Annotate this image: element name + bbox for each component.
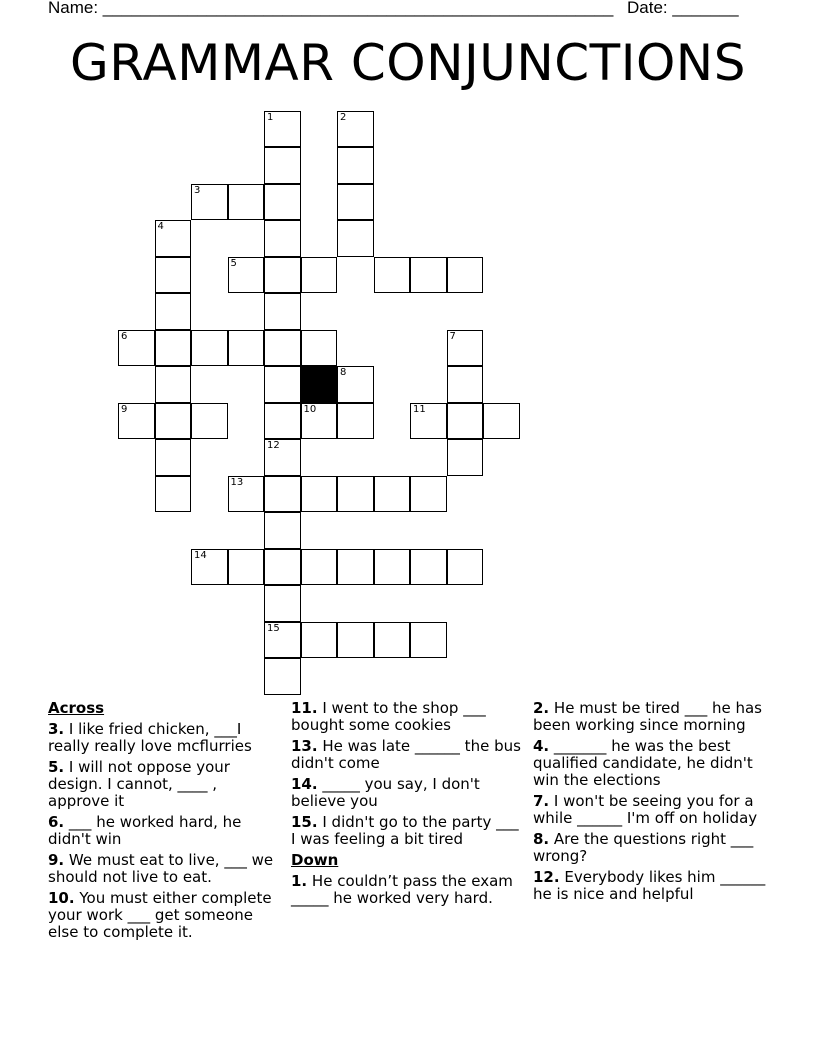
crossword-cell[interactable]	[264, 220, 301, 257]
crossword-cell[interactable]	[447, 330, 484, 367]
crossword-cell[interactable]	[374, 622, 411, 659]
crossword-cell[interactable]	[155, 439, 192, 476]
crossword-cell[interactable]	[228, 476, 265, 513]
clue-text: I won't be seeing you for a while ______ I'm off on holiday	[533, 792, 758, 827]
crossword-cell[interactable]	[301, 622, 338, 659]
clue-text: He was late ______ the bus didn't come	[291, 737, 521, 772]
clue-text: You must either complete your work ___ get someone else to complete it.	[48, 889, 272, 941]
crossword-cell[interactable]	[374, 476, 411, 513]
crossword-cell[interactable]	[264, 658, 301, 695]
crossword-cell[interactable]	[301, 476, 338, 513]
clue-across-5	[48, 759, 280, 810]
clue-down-7	[533, 793, 771, 827]
cell-number: 13	[230, 476, 244, 488]
crossword-cell[interactable]	[264, 439, 301, 476]
clue-text: Everybody likes him ______ he is nice and helpful	[533, 868, 766, 903]
crossword-cell[interactable]	[410, 549, 447, 586]
crossword-cell[interactable]	[301, 549, 338, 586]
crossword-cell[interactable]	[447, 366, 484, 403]
cell-number: 7	[449, 330, 456, 342]
crossword-cell[interactable]	[264, 476, 301, 513]
cell-number: 14	[194, 549, 207, 561]
crossword-cell[interactable]	[155, 403, 192, 440]
crossword-cell[interactable]	[155, 257, 192, 294]
clue-number: 14.	[291, 775, 318, 793]
clue-across-14	[291, 776, 523, 810]
clue-text: I went to the shop ___ bought some cookies	[291, 699, 486, 734]
cell-number: 9	[121, 403, 128, 415]
crossword-cell[interactable]	[410, 476, 447, 513]
crossword-cell[interactable]	[264, 111, 301, 148]
cell-number: 5	[230, 257, 237, 269]
crossword-cell[interactable]	[447, 439, 484, 476]
clue-number: 9.	[48, 851, 65, 869]
clue-down-8	[533, 831, 771, 865]
crossword-cell[interactable]	[191, 330, 228, 367]
clue-down-1	[291, 873, 523, 907]
clue-text: He couldn’t pass the exam _____ he worked very hard.	[291, 872, 513, 907]
crossword-cell[interactable]	[301, 403, 338, 440]
crossword-cell[interactable]	[228, 257, 265, 294]
clue-across-9	[48, 852, 280, 886]
clue-number: 4.	[533, 737, 550, 755]
crossword-cell[interactable]	[374, 257, 411, 294]
cell-number: 4	[157, 221, 164, 232]
crossword-cell[interactable]	[264, 585, 301, 622]
crossword-cell[interactable]	[155, 366, 192, 403]
clue-text: ___ he worked hard, he didn't win	[48, 813, 242, 848]
crossword-cell[interactable]	[264, 366, 301, 403]
crossword-cell[interactable]	[264, 512, 301, 549]
clue-text: _______ he was the best qualified candidate, he didn't win the elections	[533, 737, 753, 789]
clue-text: He must be tired ___ he has been working since morning	[533, 699, 762, 734]
crossword-cell[interactable]	[191, 403, 228, 440]
crossword-cell[interactable]	[337, 366, 374, 403]
cell-number: 3	[194, 184, 201, 196]
crossword-cell[interactable]	[155, 220, 192, 257]
crossword-cell[interactable]	[264, 403, 301, 440]
clue-number: 7.	[533, 792, 550, 810]
cell-number: 1	[267, 111, 274, 123]
clues-column-2	[291, 700, 523, 911]
crossword-cell[interactable]	[264, 293, 301, 330]
down-heading: Down	[291, 851, 339, 869]
date-field: Date: _______	[627, 0, 739, 17]
clue-number: 6.	[48, 813, 65, 831]
clue-down-12	[533, 869, 771, 903]
crossword-cell[interactable]	[410, 622, 447, 659]
clue-number: 2.	[533, 699, 550, 717]
crossword-cell[interactable]	[337, 403, 374, 440]
clue-number: 13.	[291, 737, 318, 755]
crossword-cell[interactable]	[264, 147, 301, 184]
clue-text: I like fried chicken, ___I really really love mcflurries	[48, 720, 252, 755]
crossword-cell[interactable]	[374, 549, 411, 586]
clue-text: We must eat to live, ___ we should not live to eat.	[48, 851, 274, 886]
crossword-cell[interactable]	[301, 330, 338, 367]
crossword-cell[interactable]	[191, 184, 228, 221]
crossword-cell[interactable]	[301, 257, 338, 294]
clue-down-2	[533, 700, 771, 734]
cell-number: 8	[340, 367, 347, 378]
clue-across-15	[291, 814, 523, 848]
crossword-cell[interactable]	[228, 549, 265, 586]
cell-number: 15	[267, 622, 280, 634]
crossword-cell[interactable]	[410, 257, 447, 294]
crossword-cell[interactable]	[228, 330, 265, 367]
clues-column-1	[48, 700, 280, 945]
across-heading: Across	[48, 699, 105, 717]
clue-text: _____ you say, I don't believe you	[291, 775, 480, 810]
cell-number: 11	[413, 403, 426, 415]
clue-text: I didn't go to the party ___ I was feeling a bit tired	[291, 813, 519, 848]
black-cell	[301, 366, 338, 403]
crossword-cell[interactable]	[410, 403, 447, 440]
cell-number: 2	[340, 111, 347, 123]
cell-number: 12	[267, 440, 280, 451]
cell-number: 6	[121, 330, 128, 342]
crossword-cell[interactable]	[155, 476, 192, 513]
clue-number: 5.	[48, 758, 65, 776]
cell-number: 10	[303, 403, 317, 415]
crossword-cell[interactable]	[337, 147, 374, 184]
crossword-cell[interactable]	[155, 293, 192, 330]
crossword-cell[interactable]	[264, 257, 301, 294]
crossword-cell[interactable]	[118, 330, 155, 367]
page-title: GRAMMAR CONJUNCTIONS	[70, 34, 746, 92]
crossword-cell[interactable]	[228, 184, 265, 221]
clue-text: I will not oppose your design. I cannot, ____ , approve it	[48, 758, 230, 810]
crossword-cell[interactable]	[337, 476, 374, 513]
clue-number: 15.	[291, 813, 318, 831]
clue-number: 10.	[48, 889, 75, 907]
clue-across-11	[291, 700, 523, 734]
crossword-cell[interactable]	[447, 549, 484, 586]
clue-across-6	[48, 814, 280, 848]
clue-down-4	[533, 738, 771, 789]
crossword-cell[interactable]	[483, 403, 520, 440]
clue-text: Are the questions right ___ wrong?	[533, 830, 754, 865]
crossword-cell[interactable]	[264, 184, 301, 221]
clue-number: 1.	[291, 872, 308, 890]
crossword-cell[interactable]	[264, 622, 301, 659]
crossword-cell[interactable]	[191, 549, 228, 586]
crossword-cell[interactable]	[447, 257, 484, 294]
crossword-cell[interactable]	[337, 111, 374, 148]
crossword-cell[interactable]	[155, 330, 192, 367]
crossword-cell[interactable]	[337, 549, 374, 586]
clue-number: 3.	[48, 720, 65, 738]
crossword-cell[interactable]	[447, 403, 484, 440]
clue-across-13	[291, 738, 523, 772]
crossword-cell[interactable]	[118, 403, 155, 440]
crossword-cell[interactable]	[337, 220, 374, 257]
crossword-cell[interactable]	[337, 622, 374, 659]
crossword-cell[interactable]	[264, 549, 301, 586]
crossword-cell[interactable]	[264, 330, 301, 367]
clue-number: 11.	[291, 699, 318, 717]
clue-number: 12.	[533, 868, 560, 886]
clues-column-3	[533, 700, 771, 907]
name-field: Name: ______________________________________________________	[48, 0, 614, 17]
clue-number: 8.	[533, 830, 550, 848]
clue-across-10	[48, 890, 280, 941]
crossword-cell[interactable]	[337, 184, 374, 221]
clue-across-3	[48, 721, 280, 755]
